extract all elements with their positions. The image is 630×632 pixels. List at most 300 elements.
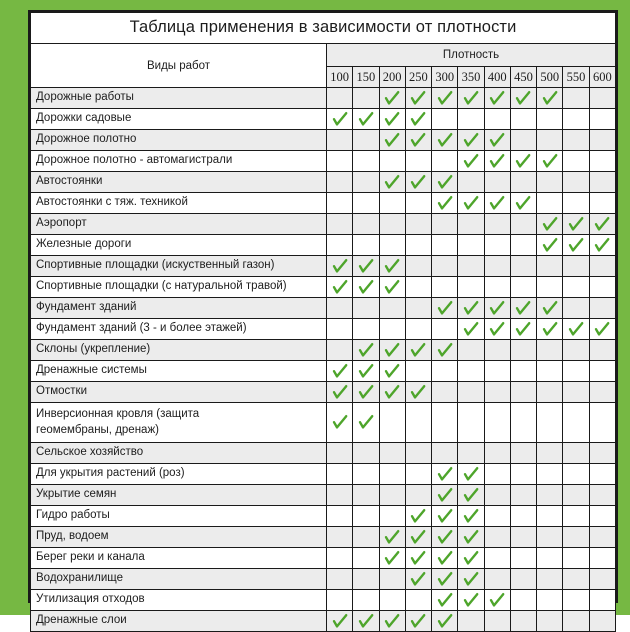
cell-checked bbox=[484, 88, 510, 109]
check-mark-icon bbox=[594, 321, 610, 337]
row-label: Дренажные системы bbox=[31, 361, 327, 382]
cell-empty bbox=[327, 193, 353, 214]
cell-checked bbox=[353, 403, 379, 443]
cell-checked bbox=[379, 109, 405, 130]
cell-empty bbox=[327, 172, 353, 193]
cell-checked bbox=[563, 214, 589, 235]
cell-empty bbox=[589, 527, 615, 548]
density-application-table bbox=[30, 12, 616, 632]
cell-empty bbox=[353, 130, 379, 151]
cell-empty bbox=[484, 340, 510, 361]
cell-empty bbox=[589, 569, 615, 590]
check-mark-icon bbox=[410, 342, 426, 358]
row-label: Пруд, водоем bbox=[31, 527, 327, 548]
cell-empty bbox=[379, 506, 405, 527]
cell-checked bbox=[458, 298, 484, 319]
cell-empty bbox=[589, 340, 615, 361]
check-mark-icon bbox=[358, 279, 374, 295]
cell-empty bbox=[432, 109, 458, 130]
cell-checked bbox=[379, 527, 405, 548]
check-mark-icon bbox=[384, 90, 400, 106]
cell-empty bbox=[458, 443, 484, 464]
cell-empty bbox=[458, 403, 484, 443]
cell-empty bbox=[432, 319, 458, 340]
check-mark-icon bbox=[437, 342, 453, 358]
cell-empty bbox=[327, 340, 353, 361]
cell-checked bbox=[510, 151, 536, 172]
check-mark-icon bbox=[463, 153, 479, 169]
cell-empty bbox=[563, 506, 589, 527]
check-mark-icon bbox=[594, 216, 610, 232]
table-body bbox=[31, 13, 616, 632]
table-row bbox=[31, 298, 616, 319]
cell-empty bbox=[484, 277, 510, 298]
check-mark-icon bbox=[568, 321, 584, 337]
column-header-density-450: 450 bbox=[510, 67, 536, 88]
check-mark-icon bbox=[332, 258, 348, 274]
cell-checked bbox=[563, 319, 589, 340]
cell-empty bbox=[405, 361, 431, 382]
cell-checked bbox=[405, 172, 431, 193]
check-mark-icon bbox=[542, 90, 558, 106]
cell-checked bbox=[405, 506, 431, 527]
cell-empty bbox=[589, 298, 615, 319]
cell-empty bbox=[589, 382, 615, 403]
row-label: Дорожное полотно bbox=[31, 130, 327, 151]
cell-empty bbox=[484, 403, 510, 443]
check-mark-icon bbox=[358, 342, 374, 358]
cell-empty bbox=[432, 403, 458, 443]
cell-empty bbox=[353, 464, 379, 485]
check-mark-icon bbox=[384, 529, 400, 545]
row-label: Водохранилище bbox=[31, 569, 327, 590]
cell-checked bbox=[458, 130, 484, 151]
cell-empty bbox=[537, 340, 563, 361]
check-mark-icon bbox=[463, 550, 479, 566]
cell-empty bbox=[510, 382, 536, 403]
cell-empty bbox=[379, 485, 405, 506]
cell-empty bbox=[353, 151, 379, 172]
column-header-density-300: 300 bbox=[432, 67, 458, 88]
table-row bbox=[31, 569, 616, 590]
column-header-density-150: 150 bbox=[353, 67, 379, 88]
table-row bbox=[31, 403, 616, 443]
cell-empty bbox=[510, 590, 536, 611]
check-mark-icon bbox=[515, 153, 531, 169]
cell-checked bbox=[327, 277, 353, 298]
cell-empty bbox=[510, 256, 536, 277]
table-row bbox=[31, 109, 616, 130]
cell-checked bbox=[379, 88, 405, 109]
cell-empty bbox=[405, 590, 431, 611]
cell-checked bbox=[510, 298, 536, 319]
column-header-density-group: Плотность bbox=[327, 44, 616, 67]
cell-empty bbox=[510, 611, 536, 632]
cell-empty bbox=[405, 443, 431, 464]
table-row bbox=[31, 256, 616, 277]
cell-empty bbox=[537, 527, 563, 548]
cell-empty bbox=[510, 130, 536, 151]
cell-empty bbox=[537, 109, 563, 130]
table-row bbox=[31, 443, 616, 464]
check-mark-icon bbox=[437, 529, 453, 545]
cell-empty bbox=[458, 611, 484, 632]
row-label: Фундамент зданий (3 - и более этажей) bbox=[31, 319, 327, 340]
cell-checked bbox=[379, 277, 405, 298]
cell-checked bbox=[405, 569, 431, 590]
cell-empty bbox=[379, 151, 405, 172]
check-mark-icon bbox=[384, 342, 400, 358]
cell-empty bbox=[327, 235, 353, 256]
cell-empty bbox=[405, 485, 431, 506]
cell-empty bbox=[537, 361, 563, 382]
cell-checked bbox=[537, 214, 563, 235]
cell-checked bbox=[510, 193, 536, 214]
cell-checked bbox=[537, 298, 563, 319]
cell-checked bbox=[589, 214, 615, 235]
cell-checked bbox=[458, 193, 484, 214]
check-mark-icon bbox=[358, 613, 374, 629]
cell-empty bbox=[458, 340, 484, 361]
cell-checked bbox=[327, 403, 353, 443]
cell-empty bbox=[563, 485, 589, 506]
check-mark-icon bbox=[332, 363, 348, 379]
check-mark-icon bbox=[358, 363, 374, 379]
cell-empty bbox=[589, 88, 615, 109]
cell-checked bbox=[458, 527, 484, 548]
cell-checked bbox=[458, 485, 484, 506]
cell-empty bbox=[458, 361, 484, 382]
check-mark-icon bbox=[542, 153, 558, 169]
cell-checked bbox=[432, 130, 458, 151]
cell-empty bbox=[589, 590, 615, 611]
cell-empty bbox=[563, 151, 589, 172]
cell-checked bbox=[432, 569, 458, 590]
row-label bbox=[31, 403, 327, 443]
check-mark-icon bbox=[437, 90, 453, 106]
cell-empty bbox=[589, 130, 615, 151]
cell-empty bbox=[563, 548, 589, 569]
cell-empty bbox=[537, 172, 563, 193]
cell-empty bbox=[458, 277, 484, 298]
column-header-kinds: Виды работ bbox=[31, 44, 327, 88]
cell-empty bbox=[379, 319, 405, 340]
cell-empty bbox=[589, 611, 615, 632]
cell-empty bbox=[379, 464, 405, 485]
cell-checked bbox=[379, 340, 405, 361]
title-row bbox=[31, 13, 616, 44]
column-header-density-350: 350 bbox=[458, 67, 484, 88]
check-mark-icon bbox=[410, 550, 426, 566]
check-mark-icon bbox=[463, 466, 479, 482]
row-label: Дренажные слои bbox=[31, 611, 327, 632]
cell-checked bbox=[432, 340, 458, 361]
table-row bbox=[31, 506, 616, 527]
cell-empty bbox=[379, 298, 405, 319]
cell-checked bbox=[353, 611, 379, 632]
check-mark-icon bbox=[437, 487, 453, 503]
check-mark-icon bbox=[437, 300, 453, 316]
cell-checked bbox=[458, 319, 484, 340]
cell-empty bbox=[405, 464, 431, 485]
cell-empty bbox=[405, 298, 431, 319]
check-mark-icon bbox=[463, 487, 479, 503]
table-row bbox=[31, 361, 616, 382]
cell-empty bbox=[537, 256, 563, 277]
cell-empty bbox=[327, 485, 353, 506]
cell-checked bbox=[458, 464, 484, 485]
check-mark-icon bbox=[410, 174, 426, 190]
cell-checked bbox=[458, 590, 484, 611]
cell-empty bbox=[379, 569, 405, 590]
page-title: Таблица применения в зависимости от плотности bbox=[31, 13, 616, 44]
header-group-row bbox=[31, 44, 616, 67]
check-mark-icon bbox=[489, 300, 505, 316]
cell-empty bbox=[510, 361, 536, 382]
table-row bbox=[31, 235, 616, 256]
cell-empty bbox=[327, 506, 353, 527]
check-mark-icon bbox=[410, 384, 426, 400]
table-row bbox=[31, 382, 616, 403]
cell-empty bbox=[563, 193, 589, 214]
cell-empty bbox=[353, 506, 379, 527]
cell-empty bbox=[405, 277, 431, 298]
cell-checked bbox=[537, 88, 563, 109]
check-mark-icon bbox=[437, 466, 453, 482]
cell-empty bbox=[563, 569, 589, 590]
cell-checked bbox=[458, 548, 484, 569]
check-mark-icon bbox=[410, 613, 426, 629]
cell-empty bbox=[563, 88, 589, 109]
cell-empty bbox=[379, 443, 405, 464]
cell-checked bbox=[327, 382, 353, 403]
column-header-density-250: 250 bbox=[405, 67, 431, 88]
cell-empty bbox=[327, 88, 353, 109]
check-mark-icon bbox=[437, 571, 453, 587]
check-mark-icon bbox=[410, 90, 426, 106]
row-label: Железные дороги bbox=[31, 235, 327, 256]
cell-checked bbox=[432, 506, 458, 527]
check-mark-icon bbox=[542, 300, 558, 316]
check-mark-icon bbox=[384, 174, 400, 190]
check-mark-icon bbox=[463, 529, 479, 545]
cell-empty bbox=[537, 590, 563, 611]
cell-empty bbox=[589, 403, 615, 443]
cell-empty bbox=[484, 548, 510, 569]
cell-empty bbox=[510, 464, 536, 485]
check-mark-icon bbox=[542, 321, 558, 337]
cell-checked bbox=[405, 611, 431, 632]
row-label: Дорожное полотно - автомагистрали bbox=[31, 151, 327, 172]
table-row bbox=[31, 590, 616, 611]
cell-empty bbox=[327, 443, 353, 464]
check-mark-icon bbox=[515, 195, 531, 211]
check-mark-icon bbox=[463, 508, 479, 524]
cell-empty bbox=[458, 382, 484, 403]
cell-checked bbox=[379, 382, 405, 403]
check-mark-icon bbox=[410, 508, 426, 524]
cell-empty bbox=[484, 214, 510, 235]
check-mark-icon bbox=[542, 237, 558, 253]
cell-empty bbox=[484, 464, 510, 485]
cell-empty bbox=[589, 485, 615, 506]
cell-checked bbox=[379, 256, 405, 277]
cell-empty bbox=[589, 277, 615, 298]
cell-empty bbox=[563, 361, 589, 382]
cell-checked bbox=[458, 506, 484, 527]
cell-empty bbox=[537, 130, 563, 151]
row-label: Спортивные площадки (искуственный газон) bbox=[31, 256, 327, 277]
cell-checked bbox=[327, 361, 353, 382]
cell-empty bbox=[589, 548, 615, 569]
cell-checked bbox=[353, 277, 379, 298]
row-label: Автостоянки с тяж. техникой bbox=[31, 193, 327, 214]
cell-checked bbox=[379, 130, 405, 151]
cell-checked bbox=[432, 464, 458, 485]
cell-empty bbox=[589, 172, 615, 193]
cell-empty bbox=[537, 506, 563, 527]
cell-empty bbox=[563, 277, 589, 298]
cell-empty bbox=[405, 193, 431, 214]
cell-empty bbox=[379, 403, 405, 443]
cell-empty bbox=[563, 256, 589, 277]
cell-checked bbox=[405, 527, 431, 548]
cell-empty bbox=[510, 277, 536, 298]
cell-empty bbox=[510, 485, 536, 506]
cell-empty bbox=[589, 193, 615, 214]
cell-empty bbox=[432, 361, 458, 382]
cell-checked bbox=[327, 109, 353, 130]
cell-empty bbox=[432, 214, 458, 235]
check-mark-icon bbox=[489, 592, 505, 608]
cell-empty bbox=[432, 382, 458, 403]
cell-empty bbox=[353, 298, 379, 319]
cell-empty bbox=[327, 464, 353, 485]
cell-checked bbox=[353, 340, 379, 361]
cell-empty bbox=[353, 569, 379, 590]
cell-empty bbox=[458, 109, 484, 130]
cell-empty bbox=[353, 235, 379, 256]
cell-empty bbox=[458, 256, 484, 277]
cell-empty bbox=[484, 256, 510, 277]
row-label: Автостоянки bbox=[31, 172, 327, 193]
cell-empty bbox=[458, 214, 484, 235]
table-row bbox=[31, 193, 616, 214]
table-row bbox=[31, 172, 616, 193]
cell-empty bbox=[458, 172, 484, 193]
check-mark-icon bbox=[358, 384, 374, 400]
table-row bbox=[31, 611, 616, 632]
cell-checked bbox=[484, 319, 510, 340]
cell-empty bbox=[484, 611, 510, 632]
cell-empty bbox=[405, 151, 431, 172]
row-label: Для укрытия растений (роз) bbox=[31, 464, 327, 485]
cell-empty bbox=[563, 443, 589, 464]
cell-empty bbox=[563, 527, 589, 548]
cell-checked bbox=[432, 485, 458, 506]
cell-checked bbox=[432, 298, 458, 319]
cell-checked bbox=[353, 382, 379, 403]
table-row bbox=[31, 277, 616, 298]
check-mark-icon bbox=[410, 529, 426, 545]
cell-empty bbox=[484, 569, 510, 590]
cell-empty bbox=[589, 151, 615, 172]
check-mark-icon bbox=[568, 237, 584, 253]
cell-empty bbox=[589, 109, 615, 130]
table-row bbox=[31, 214, 616, 235]
cell-checked bbox=[432, 172, 458, 193]
cell-checked bbox=[432, 590, 458, 611]
cell-checked bbox=[379, 611, 405, 632]
cell-empty bbox=[510, 569, 536, 590]
cell-checked bbox=[405, 130, 431, 151]
cell-empty bbox=[327, 319, 353, 340]
cell-checked bbox=[563, 235, 589, 256]
cell-checked bbox=[589, 319, 615, 340]
check-mark-icon bbox=[463, 592, 479, 608]
check-mark-icon bbox=[384, 132, 400, 148]
check-mark-icon bbox=[542, 216, 558, 232]
cell-empty bbox=[589, 361, 615, 382]
cell-empty bbox=[563, 611, 589, 632]
cell-empty bbox=[510, 172, 536, 193]
cell-empty bbox=[537, 464, 563, 485]
check-mark-icon bbox=[463, 90, 479, 106]
cell-checked bbox=[537, 151, 563, 172]
column-header-density-600: 600 bbox=[589, 67, 615, 88]
cell-empty bbox=[510, 235, 536, 256]
cell-empty bbox=[353, 193, 379, 214]
cell-empty bbox=[405, 256, 431, 277]
table-row bbox=[31, 548, 616, 569]
cell-empty bbox=[537, 485, 563, 506]
cell-empty bbox=[510, 340, 536, 361]
row-label: Сельское хозяйство bbox=[31, 443, 327, 464]
cell-checked bbox=[458, 88, 484, 109]
cell-checked bbox=[405, 382, 431, 403]
row-label: Аэропорт bbox=[31, 214, 327, 235]
cell-checked bbox=[484, 298, 510, 319]
cell-checked bbox=[405, 88, 431, 109]
row-label: Гидро работы bbox=[31, 506, 327, 527]
table-row bbox=[31, 88, 616, 109]
cell-checked bbox=[458, 151, 484, 172]
cell-checked bbox=[484, 193, 510, 214]
check-mark-icon bbox=[358, 258, 374, 274]
cell-empty bbox=[327, 151, 353, 172]
cell-empty bbox=[484, 235, 510, 256]
cell-empty bbox=[510, 548, 536, 569]
row-label: Отмостки bbox=[31, 382, 327, 403]
cell-empty bbox=[327, 527, 353, 548]
row-label: Укрытие семян bbox=[31, 485, 327, 506]
cell-checked bbox=[432, 527, 458, 548]
cell-empty bbox=[510, 214, 536, 235]
table-row bbox=[31, 485, 616, 506]
check-mark-icon bbox=[384, 363, 400, 379]
check-mark-icon bbox=[437, 132, 453, 148]
cell-checked bbox=[353, 361, 379, 382]
cell-empty bbox=[379, 590, 405, 611]
cell-checked bbox=[589, 235, 615, 256]
table-container bbox=[28, 10, 618, 627]
cell-empty bbox=[432, 235, 458, 256]
cell-empty bbox=[353, 88, 379, 109]
check-mark-icon bbox=[332, 613, 348, 629]
cell-empty bbox=[589, 256, 615, 277]
table-row bbox=[31, 319, 616, 340]
column-header-density-550: 550 bbox=[563, 67, 589, 88]
